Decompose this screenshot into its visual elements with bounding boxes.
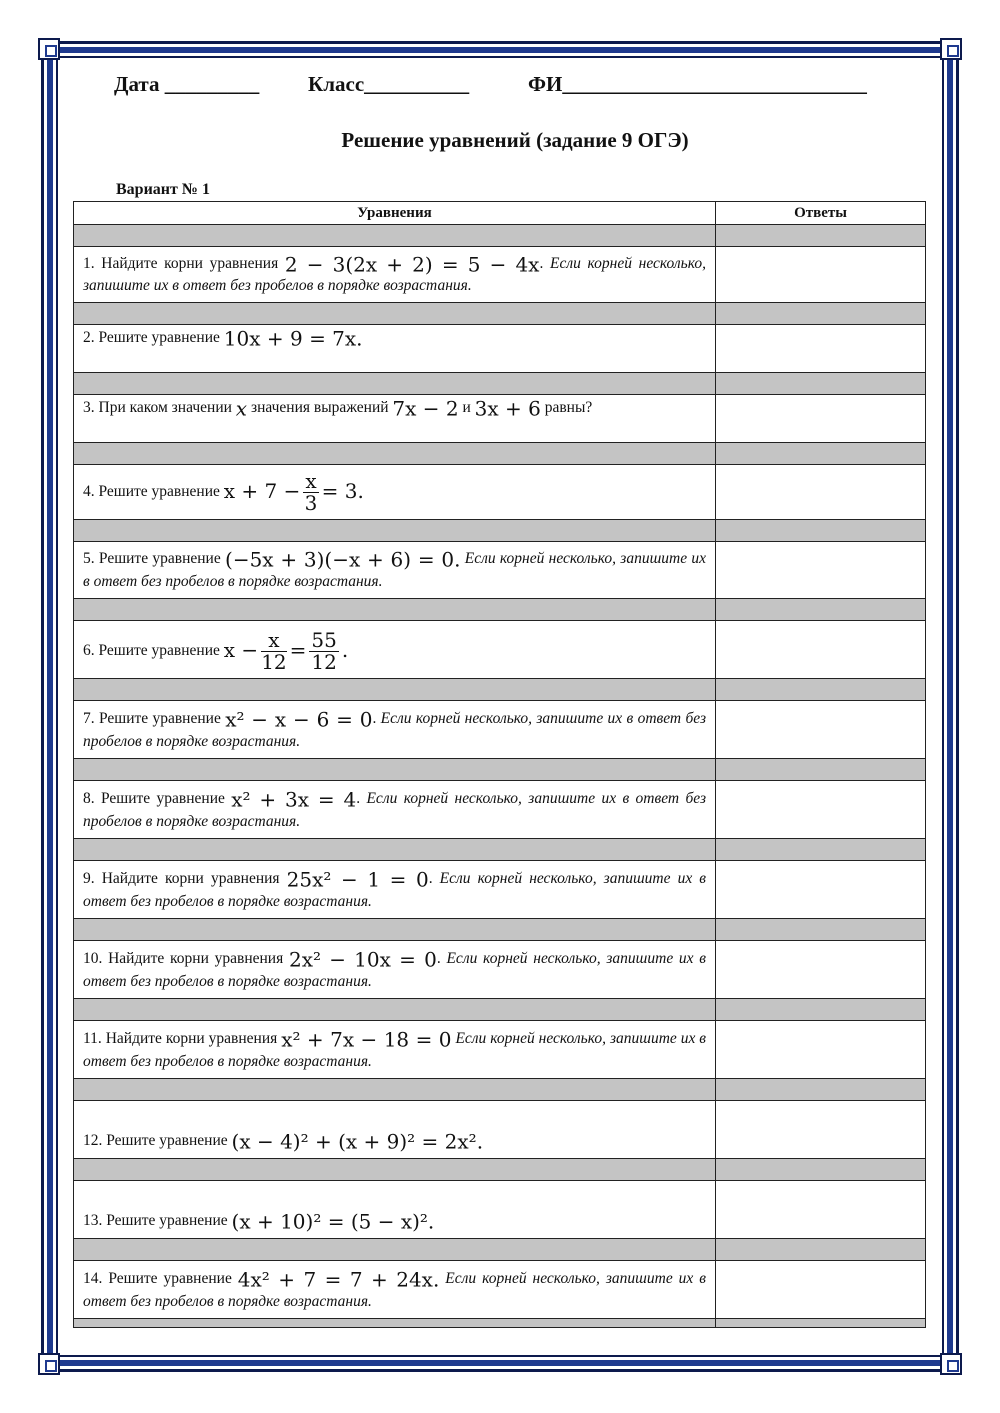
instruction-note: Если корней несколько, запишите их в ответ без пробелов в порядке возрастания. xyxy=(83,950,707,990)
question-text: 6. Решите уравнение x − $\frac{x}{12}$ = $\frac{55}{12}$ . xyxy=(74,620,716,678)
equation: (x − 4)² + (x + 9)² = 2x². xyxy=(231,1129,484,1154)
question-text: 2. Решите уравнение 10x + 9 = 7x. xyxy=(74,325,716,373)
instruction-note: Если корней несколько, запишите их в ответ без пробелов в порядке возрастания. xyxy=(83,255,707,295)
question-row xyxy=(74,465,926,520)
equation: x² − x − 6 = 0 xyxy=(225,707,373,732)
separator-row xyxy=(74,1158,926,1180)
frame-corner-ornament xyxy=(38,38,60,60)
answer-cell[interactable] xyxy=(716,247,926,303)
equation: x² + 3x = 4 xyxy=(231,787,357,812)
answer-cell[interactable] xyxy=(716,465,926,520)
separator-row xyxy=(74,303,926,325)
equation: 25x² − 1 = 0 xyxy=(286,867,429,892)
variable: x xyxy=(235,396,248,421)
instruction-note: Если корней несколько, запишите их в ответ без пробелов в порядке возрастания. xyxy=(83,790,706,830)
question-row xyxy=(74,542,926,598)
separator-row xyxy=(74,443,926,465)
instruction-note: Если корней несколько, запишите их в ответ без пробелов в порядке возрастания. xyxy=(83,1030,707,1070)
name-field[interactable]: ФИ_____________________________ xyxy=(528,72,867,96)
instruction-note: Если корней несколько, запишите их в ответ без пробелов в порядке возрастания. xyxy=(83,870,707,910)
question-text: 12. Решите уравнение (x − 4)² + (x + 9)² = 2x². xyxy=(74,1100,716,1158)
question-row xyxy=(74,325,926,373)
question-row xyxy=(74,620,926,678)
answer-cell[interactable] xyxy=(716,395,926,443)
separator-row xyxy=(74,678,926,700)
question-text: 8. Решите уравнение x² + 3x = 4. Если корней несколько, запишите их в ответ без пробелов в порядке возрастания. xyxy=(74,780,716,838)
question-text: 7. Решите уравнение x² − x − 6 = 0. Если корней несколько, запишите их в ответ без пробелов в порядке возрастания. xyxy=(74,700,716,758)
date-field[interactable]: Дата _________ xyxy=(114,72,260,96)
answer-cell[interactable] xyxy=(716,940,926,998)
question-row xyxy=(74,700,926,758)
separator-row xyxy=(74,758,926,780)
question-row xyxy=(74,940,926,998)
frame-corner-ornament xyxy=(38,1353,60,1375)
question-text: 5. Решите уравнение (−5x + 3)(−x + 6) = 0. Если корней несколько, запишите их в ответ без пробелов в порядке возрастания. xyxy=(74,542,716,598)
table-header-row xyxy=(74,202,926,225)
answer-cell[interactable] xyxy=(716,325,926,373)
question-text: 4. Решите уравнение x + 7 − $\frac{x}{3}$ = 3. xyxy=(74,465,716,520)
equations-column-header: Уравнения xyxy=(74,202,716,225)
question-text: 10. Найдите корни уравнения 2x² − 10x = 0. Если корней несколько, запишите их в ответ без пробелов в порядке возрастания. xyxy=(74,940,716,998)
answer-cell[interactable] xyxy=(716,860,926,918)
question-text: 3. При каком значении x значения выражений 7x − 2 и 3x + 6 равны? xyxy=(74,395,716,443)
separator-row xyxy=(74,1078,926,1100)
expression: 7x − 2 xyxy=(392,396,459,421)
separator-row xyxy=(74,838,926,860)
question-row xyxy=(74,1180,926,1238)
answer-cell[interactable] xyxy=(716,620,926,678)
question-text: 11. Найдите корни уравнения x² + 7x − 18 = 0 Если корней несколько, запишите их в ответ без пробелов в порядке возрастания. xyxy=(74,1020,716,1078)
equation: x² + 7x − 18 = 0 xyxy=(281,1027,452,1052)
question-row xyxy=(74,780,926,838)
equation: (x + 10)² = (5 − x)². xyxy=(231,1209,435,1234)
separator-row xyxy=(74,598,926,620)
question-text: 14. Решите уравнение 4x² + 7 = 7 + 24x. Если корней несколько, запишите их в ответ без пробелов в порядке возрастания. xyxy=(74,1260,716,1318)
question-row xyxy=(74,860,926,918)
question-row xyxy=(74,395,926,443)
separator-row xyxy=(74,373,926,395)
frame-corner-ornament xyxy=(940,1353,962,1375)
answer-cell[interactable] xyxy=(716,700,926,758)
separator-row xyxy=(74,998,926,1020)
answers-column-header: Ответы xyxy=(716,202,926,225)
variant-label: Вариант № 1 xyxy=(116,181,210,198)
separator-row xyxy=(74,1238,926,1260)
question-row xyxy=(74,247,926,303)
question-row xyxy=(74,1020,926,1078)
instruction-note: Если корней несколько, запишите их в ответ без пробелов в порядке возрастания. xyxy=(83,1270,706,1310)
equation: x + 7 − $\frac{x}{3}$ = 3. xyxy=(223,469,364,516)
class-field[interactable]: Класс__________ xyxy=(308,72,470,96)
question-text: 1. Найдите корни уравнения 2 − 3(2x + 2) = 5 − 4x. Если корней несколько, запишите их в ответ без пробелов в порядке возрастания. xyxy=(74,247,716,303)
equation: x − $\frac{x}{12}$ = $\frac{55}{12}$ . xyxy=(223,627,349,674)
separator-row xyxy=(74,918,926,940)
page-title: Решение уравнений (задание 9 ОГЭ) xyxy=(341,128,689,152)
separator-row xyxy=(74,1318,926,1327)
separator-row xyxy=(74,225,926,247)
answer-cell[interactable] xyxy=(716,1180,926,1238)
question-text: 13. Решите уравнение (x + 10)² = (5 − x)². xyxy=(74,1180,716,1238)
question-text: 9. Найдите корни уравнения 25x² − 1 = 0. Если корней несколько, запишите их в ответ без пробелов в порядке возрастания. xyxy=(74,860,716,918)
equations-table xyxy=(73,201,926,1328)
equation: 2x² − 10x = 0 xyxy=(288,947,437,972)
instruction-note: Если корней несколько, запишите их в ответ без пробелов в порядке возрастания. xyxy=(83,710,706,750)
instruction-note: Если корней несколько, запишите их в ответ без пробелов в порядке возрастания. xyxy=(83,550,707,590)
equation: 4x² + 7 = 7 + 24x. xyxy=(237,1267,440,1292)
answer-cell[interactable] xyxy=(716,1020,926,1078)
equation: 2 − 3(2x + 2) = 5 − 4x xyxy=(284,252,540,277)
question-row xyxy=(74,1260,926,1318)
frame-corner-ornament xyxy=(940,38,962,60)
expression: 3x + 6 xyxy=(474,396,541,421)
answer-cell[interactable] xyxy=(716,542,926,598)
equation: (−5x + 3)(−x + 6) = 0. xyxy=(225,547,461,572)
separator-row xyxy=(74,520,926,542)
answer-cell[interactable] xyxy=(716,1260,926,1318)
question-row xyxy=(74,1100,926,1158)
equation: 10x + 9 = 7x. xyxy=(223,326,363,351)
answer-cell[interactable] xyxy=(716,1100,926,1158)
answer-cell[interactable] xyxy=(716,780,926,838)
